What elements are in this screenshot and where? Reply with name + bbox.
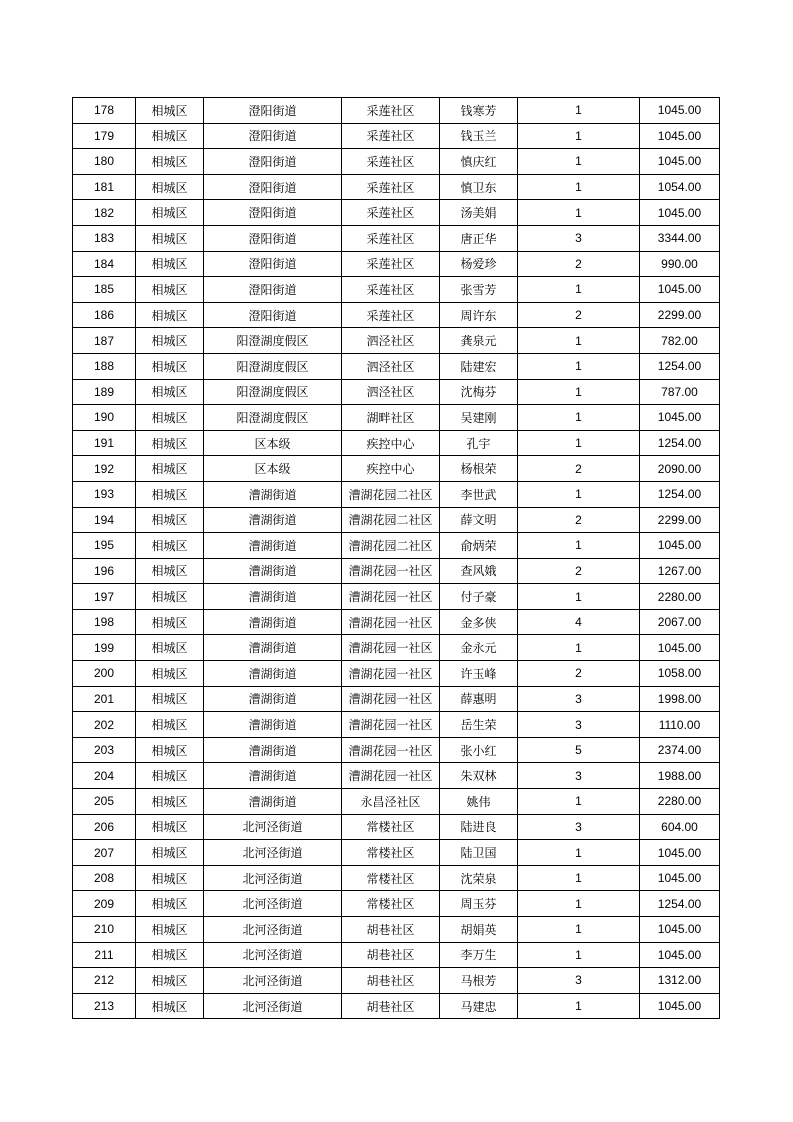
street-cell: 漕湖街道 [204, 661, 342, 687]
street-cell: 澄阳街道 [204, 149, 342, 175]
table-row [73, 891, 720, 917]
household-count-cell: 2 [518, 456, 640, 482]
table-row [73, 149, 720, 175]
district-cell: 相城区 [136, 661, 204, 687]
amount-cell: 1045.00 [640, 277, 720, 303]
street-cell: 漕湖街道 [204, 635, 342, 661]
street-cell: 漕湖街道 [204, 686, 342, 712]
district-cell: 相城区 [136, 840, 204, 866]
district-cell: 相城区 [136, 430, 204, 456]
household-count-cell: 1 [518, 353, 640, 379]
amount-cell: 1988.00 [640, 763, 720, 789]
community-cell: 漕湖花园一社区 [342, 686, 440, 712]
district-cell: 相城区 [136, 533, 204, 559]
community-cell: 泗泾社区 [342, 328, 440, 354]
community-cell: 采莲社区 [342, 302, 440, 328]
street-cell: 漕湖街道 [204, 558, 342, 584]
amount-cell: 2280.00 [640, 789, 720, 815]
name-cell: 俞炳荣 [440, 533, 518, 559]
street-cell: 北河泾街道 [204, 993, 342, 1019]
street-cell: 澄阳街道 [204, 225, 342, 251]
community-cell: 常楼社区 [342, 891, 440, 917]
community-cell: 漕湖花园一社区 [342, 558, 440, 584]
name-cell: 钱寒芳 [440, 98, 518, 124]
name-cell: 朱双林 [440, 763, 518, 789]
household-count-cell: 2 [518, 661, 640, 687]
district-cell: 相城区 [136, 302, 204, 328]
household-count-cell: 1 [518, 98, 640, 124]
community-cell: 永昌泾社区 [342, 789, 440, 815]
street-cell: 阳澄湖度假区 [204, 379, 342, 405]
name-cell: 沈梅芬 [440, 379, 518, 405]
street-cell: 澄阳街道 [204, 123, 342, 149]
row-index-cell: 199 [73, 635, 136, 661]
district-cell: 相城区 [136, 174, 204, 200]
amount-cell: 1045.00 [640, 917, 720, 943]
name-cell: 张雪芳 [440, 277, 518, 303]
name-cell: 陆建宏 [440, 353, 518, 379]
household-count-cell: 3 [518, 225, 640, 251]
household-count-cell: 1 [518, 174, 640, 200]
table-row [73, 533, 720, 559]
community-cell: 漕湖花园一社区 [342, 661, 440, 687]
street-cell: 区本级 [204, 430, 342, 456]
name-cell: 陆进良 [440, 814, 518, 840]
community-cell: 疾控中心 [342, 456, 440, 482]
row-index-cell: 212 [73, 968, 136, 994]
district-cell: 相城区 [136, 149, 204, 175]
community-cell: 漕湖花园一社区 [342, 712, 440, 738]
table-row [73, 379, 720, 405]
table-row [73, 814, 720, 840]
street-cell: 漕湖街道 [204, 712, 342, 738]
amount-cell: 1045.00 [640, 533, 720, 559]
amount-cell: 787.00 [640, 379, 720, 405]
household-count-cell: 1 [518, 405, 640, 431]
street-cell: 北河泾街道 [204, 968, 342, 994]
table-row [73, 661, 720, 687]
table-row [73, 737, 720, 763]
district-cell: 相城区 [136, 865, 204, 891]
name-cell: 慎卫东 [440, 174, 518, 200]
row-index-cell: 182 [73, 200, 136, 226]
community-cell: 泗泾社区 [342, 379, 440, 405]
amount-cell: 2280.00 [640, 584, 720, 610]
street-cell: 澄阳街道 [204, 302, 342, 328]
household-count-cell: 1 [518, 865, 640, 891]
district-cell: 相城区 [136, 353, 204, 379]
table-row [73, 200, 720, 226]
amount-cell: 1254.00 [640, 353, 720, 379]
street-cell: 漕湖街道 [204, 481, 342, 507]
household-count-cell: 3 [518, 686, 640, 712]
table-row [73, 712, 720, 738]
table-row [73, 635, 720, 661]
district-cell: 相城区 [136, 635, 204, 661]
name-cell: 许玉峰 [440, 661, 518, 687]
row-index-cell: 196 [73, 558, 136, 584]
amount-cell: 1045.00 [640, 123, 720, 149]
community-cell: 常楼社区 [342, 840, 440, 866]
amount-cell: 1045.00 [640, 98, 720, 124]
row-index-cell: 180 [73, 149, 136, 175]
household-count-cell: 1 [518, 993, 640, 1019]
row-index-cell: 195 [73, 533, 136, 559]
row-index-cell: 198 [73, 609, 136, 635]
district-cell: 相城区 [136, 609, 204, 635]
community-cell: 胡巷社区 [342, 993, 440, 1019]
community-cell: 漕湖花园一社区 [342, 763, 440, 789]
amount-cell: 1312.00 [640, 968, 720, 994]
household-count-cell: 1 [518, 277, 640, 303]
street-cell: 澄阳街道 [204, 251, 342, 277]
street-cell: 区本级 [204, 456, 342, 482]
table-row [73, 353, 720, 379]
street-cell: 澄阳街道 [204, 277, 342, 303]
name-cell: 龚泉元 [440, 328, 518, 354]
community-cell: 湖畔社区 [342, 405, 440, 431]
table-row [73, 686, 720, 712]
table-row [73, 328, 720, 354]
community-cell: 漕湖花园一社区 [342, 584, 440, 610]
district-cell: 相城区 [136, 328, 204, 354]
name-cell: 金永元 [440, 635, 518, 661]
row-index-cell: 194 [73, 507, 136, 533]
district-cell: 相城区 [136, 405, 204, 431]
name-cell: 杨爱珍 [440, 251, 518, 277]
district-cell: 相城区 [136, 123, 204, 149]
name-cell: 李万生 [440, 942, 518, 968]
community-cell: 漕湖花园二社区 [342, 507, 440, 533]
amount-cell: 1054.00 [640, 174, 720, 200]
name-cell: 唐正华 [440, 225, 518, 251]
row-index-cell: 189 [73, 379, 136, 405]
row-index-cell: 187 [73, 328, 136, 354]
table-row [73, 507, 720, 533]
row-index-cell: 200 [73, 661, 136, 687]
row-index-cell: 191 [73, 430, 136, 456]
table-row [73, 840, 720, 866]
community-cell: 采莲社区 [342, 123, 440, 149]
district-cell: 相城区 [136, 968, 204, 994]
district-cell: 相城区 [136, 225, 204, 251]
amount-cell: 1254.00 [640, 891, 720, 917]
amount-cell: 2067.00 [640, 609, 720, 635]
row-index-cell: 184 [73, 251, 136, 277]
name-cell: 付子豪 [440, 584, 518, 610]
row-index-cell: 192 [73, 456, 136, 482]
household-count-cell: 3 [518, 712, 640, 738]
row-index-cell: 206 [73, 814, 136, 840]
street-cell: 漕湖街道 [204, 584, 342, 610]
row-index-cell: 190 [73, 405, 136, 431]
district-cell: 相城区 [136, 558, 204, 584]
household-count-cell: 2 [518, 302, 640, 328]
row-index-cell: 202 [73, 712, 136, 738]
name-cell: 吴建刚 [440, 405, 518, 431]
community-cell: 采莲社区 [342, 225, 440, 251]
household-count-cell: 1 [518, 328, 640, 354]
amount-cell: 1045.00 [640, 942, 720, 968]
district-cell: 相城区 [136, 891, 204, 917]
street-cell: 北河泾街道 [204, 840, 342, 866]
household-count-cell: 1 [518, 533, 640, 559]
table-row [73, 968, 720, 994]
district-cell: 相城区 [136, 379, 204, 405]
street-cell: 阳澄湖度假区 [204, 405, 342, 431]
amount-cell: 2299.00 [640, 302, 720, 328]
name-cell: 孔宇 [440, 430, 518, 456]
household-count-cell: 1 [518, 635, 640, 661]
district-cell: 相城区 [136, 942, 204, 968]
amount-cell: 2299.00 [640, 507, 720, 533]
table-body [73, 98, 720, 1019]
row-index-cell: 193 [73, 481, 136, 507]
name-cell: 金多侠 [440, 609, 518, 635]
street-cell: 北河泾街道 [204, 814, 342, 840]
household-count-cell: 1 [518, 481, 640, 507]
amount-cell: 1058.00 [640, 661, 720, 687]
name-cell: 慎庆红 [440, 149, 518, 175]
table-row [73, 865, 720, 891]
table-row [73, 123, 720, 149]
name-cell: 马根芳 [440, 968, 518, 994]
street-cell: 澄阳街道 [204, 200, 342, 226]
table-row [73, 917, 720, 943]
household-count-cell: 5 [518, 737, 640, 763]
amount-cell: 1045.00 [640, 405, 720, 431]
amount-cell: 3344.00 [640, 225, 720, 251]
row-index-cell: 197 [73, 584, 136, 610]
amount-cell: 1045.00 [640, 840, 720, 866]
community-cell: 常楼社区 [342, 814, 440, 840]
street-cell: 漕湖街道 [204, 789, 342, 815]
row-index-cell: 188 [73, 353, 136, 379]
name-cell: 钱玉兰 [440, 123, 518, 149]
name-cell: 岳生荣 [440, 712, 518, 738]
household-count-cell: 1 [518, 430, 640, 456]
name-cell: 杨根荣 [440, 456, 518, 482]
name-cell: 薛惠明 [440, 686, 518, 712]
street-cell: 澄阳街道 [204, 98, 342, 124]
name-cell: 薛文明 [440, 507, 518, 533]
household-count-cell: 3 [518, 814, 640, 840]
street-cell: 漕湖街道 [204, 737, 342, 763]
row-index-cell: 207 [73, 840, 136, 866]
row-index-cell: 205 [73, 789, 136, 815]
row-index-cell: 185 [73, 277, 136, 303]
community-cell: 常楼社区 [342, 865, 440, 891]
household-count-cell: 2 [518, 251, 640, 277]
table-row [73, 584, 720, 610]
row-index-cell: 183 [73, 225, 136, 251]
community-cell: 胡巷社区 [342, 942, 440, 968]
community-cell: 采莲社区 [342, 174, 440, 200]
name-cell: 张小红 [440, 737, 518, 763]
row-index-cell: 213 [73, 993, 136, 1019]
amount-cell: 1045.00 [640, 993, 720, 1019]
table-row [73, 405, 720, 431]
street-cell: 漕湖街道 [204, 507, 342, 533]
community-cell: 采莲社区 [342, 98, 440, 124]
street-cell: 北河泾街道 [204, 865, 342, 891]
household-count-cell: 1 [518, 917, 640, 943]
community-cell: 胡巷社区 [342, 917, 440, 943]
household-count-cell: 1 [518, 379, 640, 405]
row-index-cell: 208 [73, 865, 136, 891]
table-row [73, 993, 720, 1019]
district-cell: 相城区 [136, 686, 204, 712]
table-row [73, 98, 720, 124]
row-index-cell: 209 [73, 891, 136, 917]
community-cell: 漕湖花园一社区 [342, 609, 440, 635]
community-cell: 漕湖花园二社区 [342, 481, 440, 507]
street-cell: 北河泾街道 [204, 942, 342, 968]
household-count-cell: 1 [518, 789, 640, 815]
street-cell: 澄阳街道 [204, 174, 342, 200]
district-cell: 相城区 [136, 712, 204, 738]
amount-cell: 1045.00 [640, 200, 720, 226]
row-index-cell: 179 [73, 123, 136, 149]
table-row [73, 558, 720, 584]
district-cell: 相城区 [136, 507, 204, 533]
table-row [73, 789, 720, 815]
row-index-cell: 186 [73, 302, 136, 328]
amount-cell: 1267.00 [640, 558, 720, 584]
district-cell: 相城区 [136, 584, 204, 610]
district-cell: 相城区 [136, 277, 204, 303]
name-cell: 汤美娟 [440, 200, 518, 226]
name-cell: 查风娥 [440, 558, 518, 584]
household-count-cell: 1 [518, 584, 640, 610]
community-cell: 漕湖花园一社区 [342, 635, 440, 661]
table-row [73, 302, 720, 328]
table-row [73, 763, 720, 789]
name-cell: 沈荣泉 [440, 865, 518, 891]
amount-cell: 1110.00 [640, 712, 720, 738]
amount-cell: 2374.00 [640, 737, 720, 763]
street-cell: 北河泾街道 [204, 917, 342, 943]
district-cell: 相城区 [136, 481, 204, 507]
name-cell: 周许东 [440, 302, 518, 328]
name-cell: 马建忠 [440, 993, 518, 1019]
row-index-cell: 178 [73, 98, 136, 124]
community-cell: 胡巷社区 [342, 968, 440, 994]
community-cell: 泗泾社区 [342, 353, 440, 379]
household-count-cell: 1 [518, 942, 640, 968]
household-count-cell: 1 [518, 840, 640, 866]
amount-cell: 1254.00 [640, 481, 720, 507]
table-row [73, 174, 720, 200]
relief-roster-table [72, 97, 720, 1019]
row-index-cell: 204 [73, 763, 136, 789]
community-cell: 采莲社区 [342, 149, 440, 175]
name-cell: 周玉芬 [440, 891, 518, 917]
name-cell: 姚伟 [440, 789, 518, 815]
household-count-cell: 1 [518, 200, 640, 226]
street-cell: 阳澄湖度假区 [204, 353, 342, 379]
community-cell: 采莲社区 [342, 277, 440, 303]
district-cell: 相城区 [136, 251, 204, 277]
community-cell: 漕湖花园二社区 [342, 533, 440, 559]
row-index-cell: 181 [73, 174, 136, 200]
row-index-cell: 210 [73, 917, 136, 943]
table-row [73, 609, 720, 635]
district-cell: 相城区 [136, 98, 204, 124]
community-cell: 采莲社区 [342, 251, 440, 277]
district-cell: 相城区 [136, 993, 204, 1019]
street-cell: 北河泾街道 [204, 891, 342, 917]
district-cell: 相城区 [136, 456, 204, 482]
amount-cell: 1045.00 [640, 635, 720, 661]
household-count-cell: 3 [518, 763, 640, 789]
table-row [73, 225, 720, 251]
district-cell: 相城区 [136, 737, 204, 763]
street-cell: 漕湖街道 [204, 609, 342, 635]
row-index-cell: 201 [73, 686, 136, 712]
row-index-cell: 211 [73, 942, 136, 968]
table-row [73, 481, 720, 507]
household-count-cell: 1 [518, 123, 640, 149]
amount-cell: 1045.00 [640, 149, 720, 175]
row-index-cell: 203 [73, 737, 136, 763]
household-count-cell: 1 [518, 149, 640, 175]
name-cell: 胡娟英 [440, 917, 518, 943]
district-cell: 相城区 [136, 789, 204, 815]
district-cell: 相城区 [136, 917, 204, 943]
table-row [73, 456, 720, 482]
table-row [73, 251, 720, 277]
name-cell: 陆卫国 [440, 840, 518, 866]
amount-cell: 782.00 [640, 328, 720, 354]
street-cell: 漕湖街道 [204, 763, 342, 789]
community-cell: 疾控中心 [342, 430, 440, 456]
household-count-cell: 2 [518, 507, 640, 533]
amount-cell: 990.00 [640, 251, 720, 277]
community-cell: 采莲社区 [342, 200, 440, 226]
household-count-cell: 3 [518, 968, 640, 994]
household-count-cell: 2 [518, 558, 640, 584]
amount-cell: 2090.00 [640, 456, 720, 482]
district-cell: 相城区 [136, 814, 204, 840]
community-cell: 漕湖花园一社区 [342, 737, 440, 763]
household-count-cell: 4 [518, 609, 640, 635]
street-cell: 阳澄湖度假区 [204, 328, 342, 354]
name-cell: 李世武 [440, 481, 518, 507]
amount-cell: 1254.00 [640, 430, 720, 456]
district-cell: 相城区 [136, 200, 204, 226]
amount-cell: 1045.00 [640, 865, 720, 891]
street-cell: 漕湖街道 [204, 533, 342, 559]
district-cell: 相城区 [136, 763, 204, 789]
amount-cell: 604.00 [640, 814, 720, 840]
household-count-cell: 1 [518, 891, 640, 917]
amount-cell: 1998.00 [640, 686, 720, 712]
table-row [73, 942, 720, 968]
table-row [73, 277, 720, 303]
table-row [73, 430, 720, 456]
